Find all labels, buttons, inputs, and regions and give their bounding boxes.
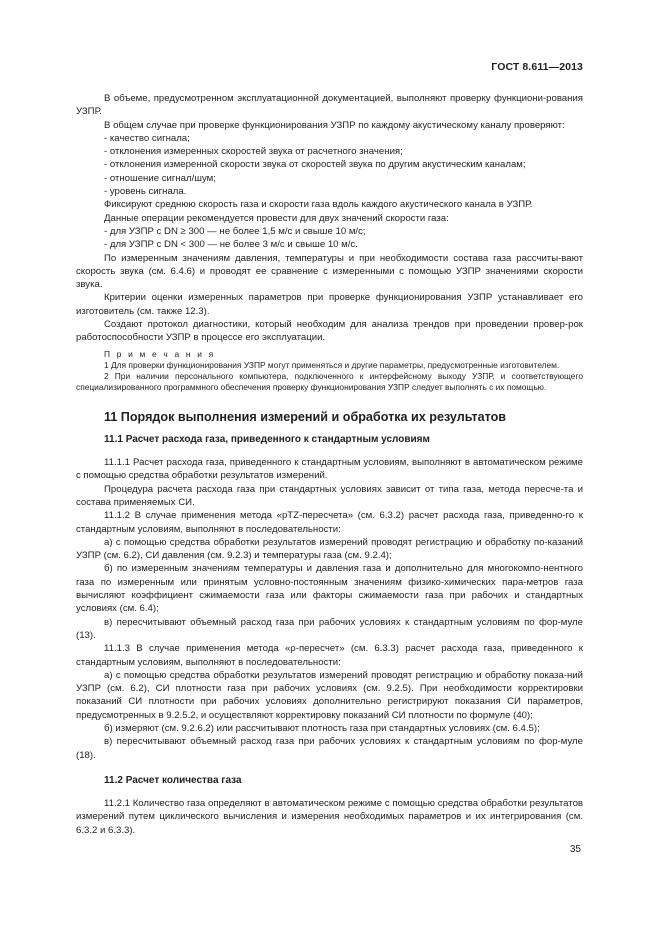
paragraph: Данные операции рекомендуется провести для двух значений скорости газа: [104,212,449,224]
page-number: 35 [569,844,581,855]
list-item: а) с помощью средства обработки результатов измерений проводят регистрацию и обработку показа-ний УЗПР (см. 6.2), СИ плотности газа при рабочих условиях (см. 9.2.5). При необходимости корректировки показаний СИ плотности при рабочих условиях дополнительно регистрируют показания СИ параметров, предусмотренных в 9.2.5.2, и осуществляют корректировку показаний СИ плотности по формуле (40); [76,669,583,721]
note-item: 1 Для проверки функционирования УЗПР могут применяться и другие параметры, предусмотренные изготовителем. [104,359,560,370]
list-item: - для УЗПР с DN ≥ 300 — не более 1,5 м/с и свыше 10 м/с; [104,225,366,237]
paragraph: Критерии оценки измеренных параметров при проверке функционирования УЗПР устанавливает его изготовитель (см. также 12.3). [76,292,583,317]
paragraph: В общем случае при проверке функционирования УЗПР по каждому акустическому каналу проверяют: [104,119,565,131]
list-item: в) пересчитывают объемный расход газа при рабочих условиях к стандартным условиям по фор-муле (13). [76,616,583,641]
list-item: - отношение сигнал/шум; [104,172,216,184]
list-item: - отклонения измеренных скоростей звука от расчетного значения; [104,146,403,158]
list-item: - для УЗПР с DN < 300 — не более 3 м/с и свыше 10 м/с. [104,239,358,251]
list-item: а) с помощью средства обработки результатов измерений проводят регистрацию и обработку по-казаний УЗПР (см. 6.2), СИ давления (см. 9.2.3) и температуры газа (см. 9.2.4); [76,536,583,562]
note-item: 2 При наличии персонального компьютера, подключенного к интерфейсному выходу УЗПР, и соответствующего специализированного программного обеспечения проверку функционирования УЗПР следует выполнять с их помощью. [76,371,583,393]
paragraph: Фиксируют среднюю скорость газа и скорости газа вдоль каждого акустического канала в УЗПР. [104,199,533,211]
paragraph: Создают протокол диагностики, который необходим для анализа трендов при проведении провер-рок работоспособности УЗПР в процессе его эксплуатации. [76,319,583,344]
paragraph: 11.1.1 Расчет расхода газа, приведенного к стандартным условиям, выполняют в автоматическом режиме с помощью средства обработки результатов измерений. [76,457,583,482]
subsection-heading: 11.1 Расчет расхода газа, приведенного к стандартным условиям [104,433,430,445]
section-heading: 11 Порядок выполнения измерений и обработка их результатов [104,410,507,425]
list-item: - качество сигнала; [104,132,190,144]
list-item: в) пересчитывают объемный расход газа при рабочих условиях к стандартным условиям по фор-муле (18). [76,736,583,761]
document-body [76,92,583,837]
document-header: ГОСТ 8.611—2013 [491,61,583,73]
list-item: б) измеряют (см. 9.2.6.2) или рассчитывают плотность газа при стандартных условиях (см. 6.4.5); [104,722,540,734]
subsection-heading: 11.2 Расчет количества газа [104,774,242,786]
list-item: б) по измеренным значениям температуры и давления газа и дополнительно для многокомпо-нентного газа по измеренным или принятым условно-постоянным значениям физико-химических пара-метров газа вычисляют коэффициент сжимаемости газа или факторы сжимаемости газа при рабочих и стандартных условиях (см. 6.4); [76,563,583,615]
notes-block [76,349,583,394]
paragraph: Процедура расчета расхода газа при стандартных условиях зависит от типа газа, метода пересче-та и состава применяемых СИ. [76,483,583,508]
paragraph: 11.2.1 Количество газа определяют в автоматическом режиме с помощью средства обработки результатов измерений путем циклического вычисления и измерения необходимых параметров и их интегрирования (см. 6.3.2 и 6.3.3). [76,798,583,836]
paragraph: 11.1.3 В случае применения метода «ρ-пересчет» (см. 6.3.3) расчет расхода газа, приведенного к стандартным условиям, выполняют в последовательности: [76,643,583,668]
notes-title: П р и м е ч а н и я [104,348,216,359]
paragraph: По измеренным значениям давления, температуры и при необходимости состава газа рассчиты-вают скорость звука (см. 6.4.6) и проводят ее сравнение с измеренными с помощью УЗПР значениями скорости звука. [76,252,583,291]
list-item: - уровень сигнала. [104,186,187,198]
paragraph: 11.1.2 В случае применения метода «pTZ-пересчета» (см. 6.3.2) расчет расхода газа, приведенно-го к стандартным условиям, выполняют в последовательности: [76,510,583,535]
list-item: - отклонения измеренной скорости звука от скоростей звука по другим акустическим каналам; [104,159,526,171]
paragraph: В объеме, предусмотренном эксплуатационной документацией, выполняют проверку функциони-рования УЗПР. [76,93,583,118]
